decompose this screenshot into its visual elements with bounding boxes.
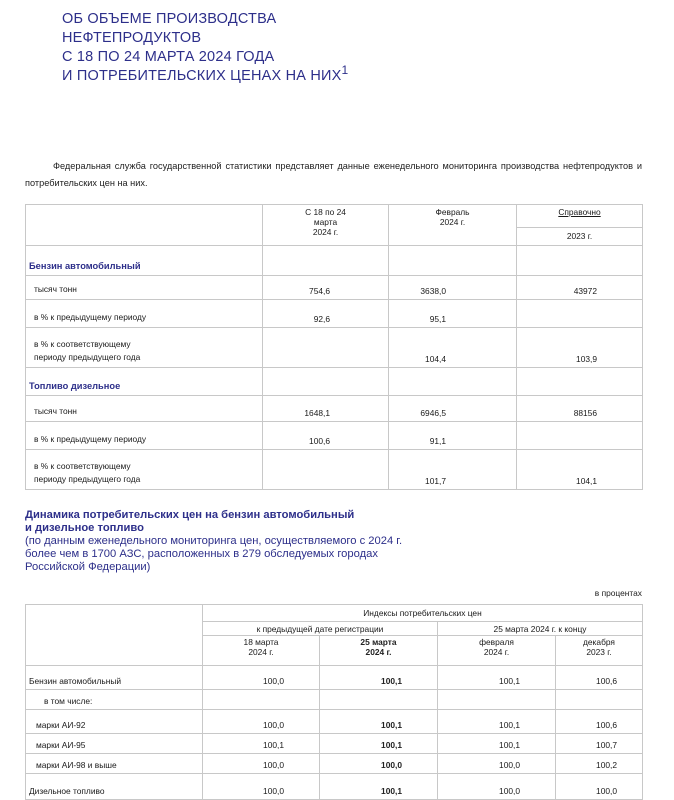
table-cell: 104,1: [517, 450, 643, 490]
row-label: [26, 450, 263, 490]
table-cell: 95,1: [389, 300, 517, 328]
header-text: 2024 г.: [248, 647, 274, 657]
table-cell: 100,1: [320, 666, 438, 690]
table-cell: 43972: [517, 276, 643, 300]
row-label: тысяч тонн: [26, 396, 263, 422]
table-cell: 100,7: [556, 734, 643, 754]
row-label: [26, 328, 263, 368]
header-text: 25 марта: [360, 637, 397, 647]
header-text: 2024 г.: [483, 647, 510, 657]
row-label-text: периоду предыдущего года: [34, 474, 141, 484]
empty-cell: [438, 690, 556, 710]
table-cell: 100,1: [203, 734, 320, 754]
empty-cell: [263, 246, 389, 276]
intro-paragraph: Федеральная служба государственной статистики представляет данные еженедельного мониторинга производства нефтепродуктов и потребительских цен на них.: [25, 161, 642, 188]
header-text: февраля: [479, 637, 514, 647]
table-cell: [517, 300, 643, 328]
section-note-line: Российской Федерации): [25, 561, 151, 573]
table-cell: 100,1: [438, 734, 556, 754]
title-line-text: И ПОТРЕБИТЕЛЬСКИХ ЦЕНАХ НА НИХ: [62, 68, 342, 84]
table-cell: 100,0: [203, 666, 320, 690]
empty-cell: [263, 368, 389, 396]
table-cell: 88156: [517, 396, 643, 422]
row-label: марки АИ-92: [26, 710, 203, 734]
header-text: 18 марта: [243, 637, 279, 647]
header-indices: Индексы потребительских цен: [203, 605, 643, 622]
header-reference: [517, 205, 643, 228]
header-group-previous: к предыдущей дате регистрации: [203, 622, 438, 636]
production-table: [25, 204, 643, 490]
row-label: марки АИ-95: [26, 734, 203, 754]
page-title: [62, 10, 642, 86]
section-note-line: (по данным еженедельного мониторинга цен, осуществляемого с 2024 г.: [25, 535, 403, 547]
table-cell: 100,0: [438, 754, 556, 774]
empty-cell: [320, 690, 438, 710]
table-cell: 100,1: [320, 734, 438, 754]
table-cell: 100,0: [320, 754, 438, 774]
table-cell: [263, 450, 389, 490]
section-heading-line: Динамика потребительских цен на бензин автомобильный: [25, 509, 355, 521]
table-cell: 100,0: [203, 710, 320, 734]
table-cell: 104,4: [389, 328, 517, 368]
section-gasoline: Бензин автомобильный: [26, 246, 263, 276]
row-label: в % к предыдущему периоду: [26, 300, 263, 328]
table-cell: 100,6: [263, 422, 389, 450]
empty-cell: [389, 368, 517, 396]
table-cell: 100,0: [438, 774, 556, 800]
table-cell: 3638,0: [389, 276, 517, 300]
row-label: Бензин автомобильный: [26, 666, 203, 690]
empty-cell: [389, 246, 517, 276]
header-text: 2024 г.: [365, 647, 392, 657]
header-text: Февраль: [435, 207, 470, 217]
header-text: 2024 г.: [439, 217, 466, 227]
table-cell: 1648,1: [263, 396, 389, 422]
table-cell: 100,1: [320, 774, 438, 800]
footnote-mark: 1: [341, 63, 349, 77]
header-text: 2024 г.: [312, 227, 339, 237]
title-line: ОБ ОБЪЕМЕ ПРОИЗВОДСТВА: [62, 11, 277, 27]
row-label-text: периоду предыдущего года: [34, 352, 141, 362]
table-cell: 100,6: [556, 666, 643, 690]
row-label-text: в % к соответствующему: [34, 461, 131, 471]
table-cell: 100,0: [203, 774, 320, 800]
header-col-december: [556, 636, 643, 666]
header-text: С 18 по 24: [305, 207, 346, 217]
table-cell: 101,7: [389, 450, 517, 490]
row-label: в том числе:: [26, 690, 203, 710]
table-cell: 100,2: [556, 754, 643, 774]
title-line: [62, 63, 642, 86]
empty-cell: [203, 690, 320, 710]
row-label: тысяч тонн: [26, 276, 263, 300]
header-group-end: 25 марта 2024 г. к концу: [438, 622, 643, 636]
section-note-line: более чем в 1700 АЗС, расположенных в 279 обследуемых городах: [25, 548, 378, 560]
unit-label: в процентах: [594, 588, 642, 598]
table-cell: 100,0: [203, 754, 320, 774]
header-text: декабря: [583, 637, 615, 647]
header-period-week: [263, 205, 389, 246]
header-text: марта: [313, 217, 338, 227]
table-cell: 100,1: [438, 710, 556, 734]
empty-cell: [556, 690, 643, 710]
row-label: в % к предыдущему периоду: [26, 422, 263, 450]
table-cell: 100,1: [320, 710, 438, 734]
price-section-title: [25, 509, 625, 574]
table-cell: 100,6: [556, 710, 643, 734]
title-line: С 18 ПО 24 МАРТА 2024 ГОДА: [62, 49, 275, 65]
row-label: Дизельное топливо: [26, 774, 203, 800]
section-heading-line: и дизельное топливо: [25, 522, 144, 534]
table-cell: [517, 422, 643, 450]
header-empty-cell: [26, 205, 263, 246]
empty-cell: [517, 246, 643, 276]
header-empty-cell: [26, 605, 203, 666]
header-text: Справочно: [558, 207, 601, 217]
row-label: марки АИ-98 и выше: [26, 754, 203, 774]
header-col-february: [438, 636, 556, 666]
table-cell: 100,0: [556, 774, 643, 800]
table-cell: 754,6: [263, 276, 389, 300]
header-col-25-march: [320, 636, 438, 666]
section-diesel: Топливо дизельное: [26, 368, 263, 396]
table-cell: 6946,5: [389, 396, 517, 422]
table-cell: 103,9: [517, 328, 643, 368]
row-label-text: в % к соответствующему: [34, 339, 131, 349]
header-col-18-march: [203, 636, 320, 666]
empty-cell: [517, 368, 643, 396]
header-reference-year: 2023 г.: [517, 228, 643, 246]
table-cell: 100,1: [438, 666, 556, 690]
header-text: 2023 г.: [586, 647, 612, 657]
table-cell: 91,1: [389, 422, 517, 450]
title-line: НЕФТЕПРОДУКТОВ: [62, 30, 202, 46]
table-cell: 92,6: [263, 300, 389, 328]
table-cell: [263, 328, 389, 368]
header-period-month: [389, 205, 517, 246]
price-index-table: [25, 604, 643, 800]
